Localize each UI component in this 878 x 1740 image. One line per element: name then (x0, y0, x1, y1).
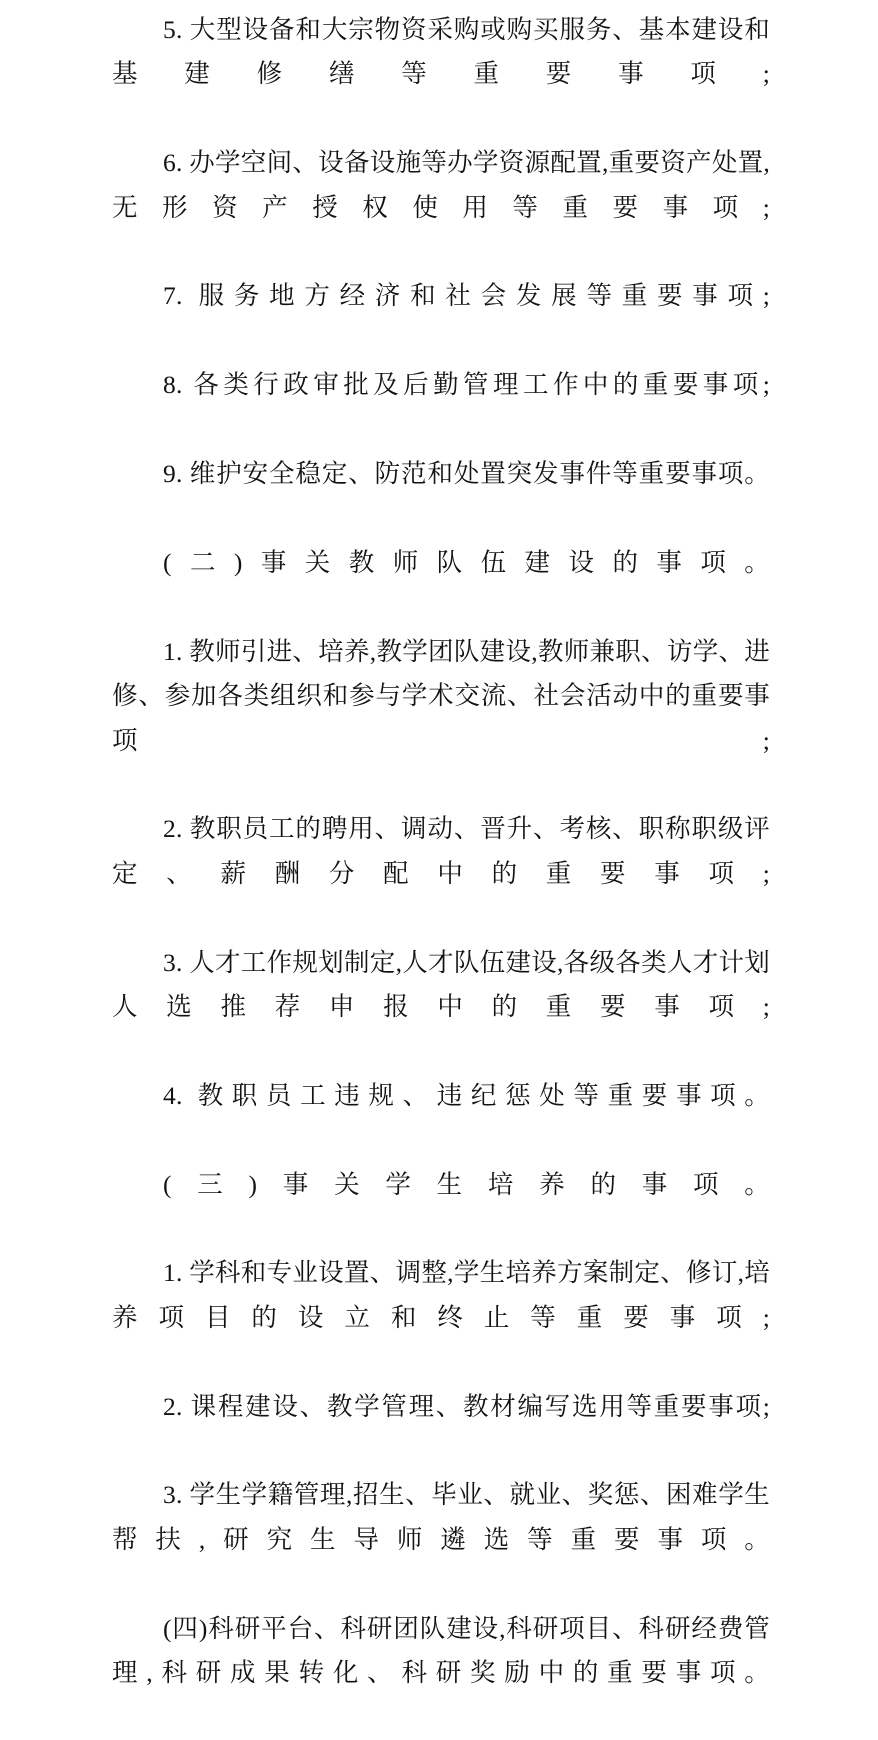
paragraph-three-item-2: 2. 课程建设、教学管理、教材编写选用等重要事项; (163, 1391, 770, 1421)
paragraph-two-item-1: 1. 教师引进、培养,教学团队建设,教师兼职、访学、进修、参加各类组织和参与学术交流、社会活动中的重要事项; (112, 636, 770, 755)
paragraph-two-item-3: 3. 人才工作规划制定,人才队伍建设,各级各类人才计划人选推荐申报中的重要事项; (112, 947, 770, 1021)
paragraph-item-6: 6. 办学空间、设备设施等办学资源配置,重要资产处置,无形资产授权使用等重要事项; (112, 148, 770, 222)
section-heading-three: (三)事关学生培养的事项。 (163, 1169, 770, 1199)
paragraph-item-5: 5. 大型设备和大宗物资采购或购买服务、基本建设和基建修缮等重要事项; (112, 15, 770, 89)
paragraph-three-item-1: 1. 学科和专业设置、调整,学生培养方案制定、修订,培养项目的设立和终止等重要事项; (112, 1258, 770, 1332)
paragraph-two-item-2: 2. 教职员工的聘用、调动、晋升、考核、职称职级评定、薪酬分配中的重要事项; (112, 814, 770, 888)
paragraph-item-9: 9. 维护安全稳定、防范和处置突发事件等重要事项。 (163, 459, 770, 489)
section-heading-four: (四)科研平台、科研团队建设,科研项目、科研经费管理,科研成果转化、科研奖励中的重要事项。 (112, 1613, 770, 1688)
document-body (112, 8, 770, 1740)
paragraph-item-7: 7. 服务地方经济和社会发展等重要事项; (163, 281, 770, 311)
paragraph-two-item-4: 4. 教职员工违规、违纪惩处等重要事项。 (163, 1080, 770, 1110)
paragraph-three-item-3: 3. 学生学籍管理,招生、毕业、就业、奖惩、困难学生帮扶,研究生导师遴选等重要事项。 (112, 1480, 770, 1554)
paragraph-item-8: 8. 各类行政审批及后勤管理工作中的重要事项; (163, 370, 770, 400)
section-heading-two: (二)事关教师队伍建设的事项。 (163, 547, 770, 577)
